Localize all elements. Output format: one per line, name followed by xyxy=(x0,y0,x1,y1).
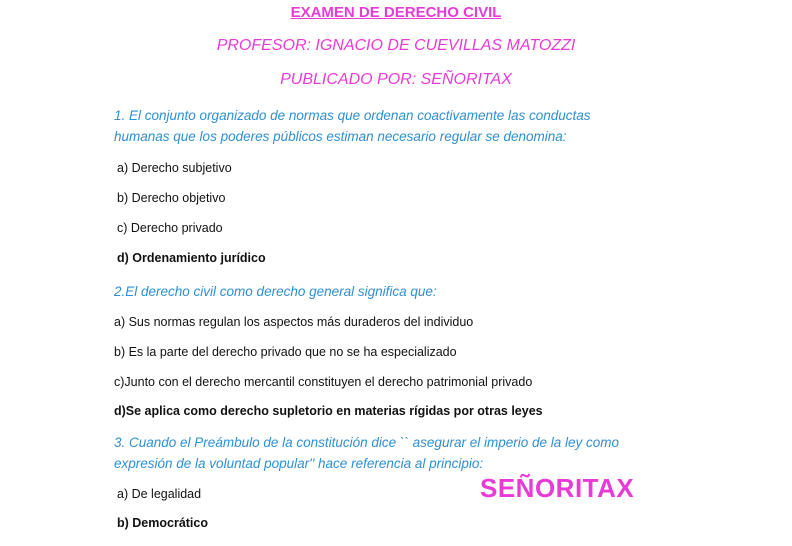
exam-title: EXAMEN DE DERECHO CIVIL xyxy=(290,4,502,21)
q2-option-b: b) Es la parte del derecho privado que no se ha especializado xyxy=(114,345,457,359)
q2-option-c: c)Junto con el derecho mercantil constituyen el derecho patrimonial privado xyxy=(114,375,533,389)
question-1-line-2: humanas que los poderes públicos estiman necesario regular se denomina: xyxy=(114,129,567,144)
published-by-line: PUBLICADO POR: SEÑORITAX xyxy=(280,71,512,88)
q2-option-a: a) Sus normas regulan los aspectos más duraderos del individuo xyxy=(114,315,474,329)
q1-option-b: b) Derecho objetivo xyxy=(117,191,226,205)
question-3-line-2: expresión de la voluntad popular'' hace referencia al principio: xyxy=(114,456,484,471)
question-3-line-1: 3. Cuando el Preámbulo de la constitución dice `` asegurar el imperio de la ley como xyxy=(114,435,620,450)
question-1-line-1: 1. El conjunto organizado de normas que ordenan coactivamente las conductas xyxy=(114,108,591,123)
q1-option-c: c) Derecho privado xyxy=(117,221,223,235)
q1-option-a: a) Derecho subjetivo xyxy=(117,161,232,175)
professor-line: PROFESOR: IGNACIO DE CUEVILLAS MATOZZI xyxy=(216,37,576,54)
question-2-line-1: 2.El derecho civil como derecho general significa que: xyxy=(114,284,437,299)
watermark-text: SEÑORITAX xyxy=(480,473,635,503)
q2-option-d: d)Se aplica como derecho supletorio en materias rígidas por otras leyes xyxy=(114,404,543,418)
q1-option-d: d) Ordenamiento jurídico xyxy=(117,251,266,265)
q3-option-a: a) De legalidad xyxy=(117,487,202,501)
q3-option-b: b) Democrático xyxy=(117,516,208,530)
